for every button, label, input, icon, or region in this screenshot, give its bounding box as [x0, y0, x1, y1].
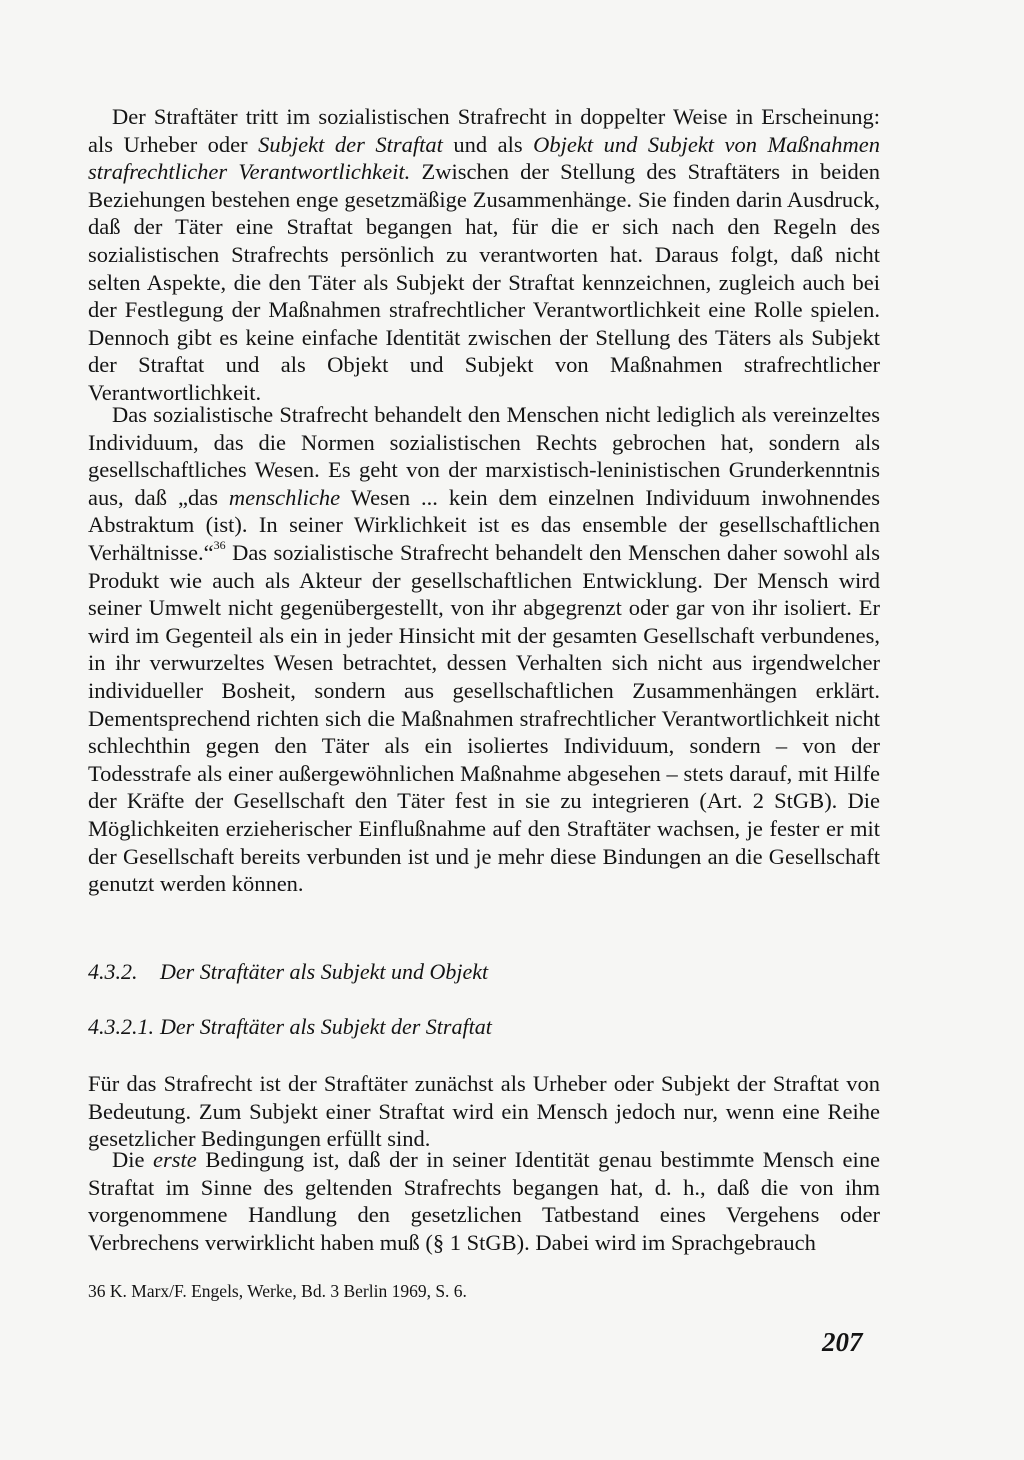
footnote-reference: 36	[213, 538, 226, 553]
paragraph-4-text-2: Bedingung ist, daß der in seiner Identität genau bestimmte Mensch eine Straftat im Sinne des geltenden Strafrechts begangen hat, d. h., daß die von ihm vorgenommene Handlung den gesetzlichen Tatbestand eines Vergehens oder Verbrechens verwirklicht haben muß (§ 1 StGB). Dabei wird im Sprachgebrauch	[88, 1147, 880, 1255]
paragraph-1-text-1: Der Straftäter tritt im sozialistischen Strafrecht in doppelter Weise in Erscheinung: als Urheber oder	[88, 104, 880, 157]
subsection-heading	[88, 1013, 492, 1041]
section-number: 4.3.2.	[88, 959, 138, 984]
subsection-title: Der Straftäter als Subjekt der Straftat	[160, 1014, 492, 1039]
paragraph-1-text-3: Zwischen der Stellung des Straftäters in beiden Beziehungen bestehen enge gesetzmäßige Zusammenhänge. Sie finden darin Ausdruck, daß der Täter eine Straftat begangen hat, für die er sich nach den Regeln des sozialistischen Strafrechts persönlich zu verantworten hat. Daraus folgt, daß nicht selten Aspekte, die den Täter als Subjekt der Straftat kennzeichnen, zugleich auch bei der Festlegung der Maßnahmen strafrechtlicher Verantwortlichkeit eine Rolle spielen. Dennoch gibt es keine einfache Identität zwischen der Stellung des Täters als Subjekt der Straftat und als Objekt und Subjekt von Maßnahmen strafrechtlicher Verantwortlichkeit.	[88, 159, 880, 405]
section-title: Der Straftäter als Subjekt und Objekt	[160, 959, 489, 984]
paragraph-4-text-1: Die	[112, 1147, 154, 1172]
paragraph-3-text-1: Für das Strafrecht ist der Straftäter zunächst als Urheber oder Subjekt der Straftat von Bedeutung. Zum Subjekt einer Straftat wird ein Mensch jedoch nur, wenn eine Reihe gesetzlicher Bedingungen erfüllt sind.	[88, 1071, 880, 1152]
paragraph-2-text-2: Wesen ... kein dem einzelnen Individuum inwohnendes Abstraktum (ist). In seiner Wirklichkeit ist es das ensemble der gesellschaftlichen Verhältnisse.“	[88, 484, 880, 565]
paragraph-3	[88, 1070, 880, 1153]
paragraph-1-text-2: und als	[442, 131, 534, 157]
paragraph-4-italic-1: erste	[153, 1147, 197, 1172]
paragraph-2	[88, 401, 880, 898]
paragraph-2-text-1: Das sozialistische Strafrecht behandelt den Menschen nicht lediglich als vereinzeltes Individuum, das die Normen sozialistischen Rechts gebrochen hat, sondern als gesellschaftliches Wesen. Es geht von der marxistisch-leninistischen Grunderkenntnis aus, daß „das	[88, 402, 880, 510]
paragraph-2-text-3: Das sozialistische Strafrecht behandelt den Menschen daher sowohl als Produkt wie auch als Akteur der gesellschaftlichen Entwicklung. Der Mensch wird seiner Umwelt nicht gegenübergestellt, von ihr abgegrenzt oder gar von ihr isoliert. Er wird im Gegenteil als ein in jeder Hinsicht mit der gesamten Gesellschaft verbundenes, in ihr verwurzeltes Wesen betrachtet, dessen Verhalten sich nicht aus irgendwelcher individueller Bosheit, sondern aus gesellschaftlichen Zusammenhängen erklärt. Dementsprechend richten sich die Maßnahmen strafrechtlicher Verantwortlichkeit nicht schlechthin gegen den Täter als ein isoliertes Individuum, sondern – von der Todesstrafe als einer außergewöhnlichen Maßnahme abgesehen – stets darauf, mit Hilfe der Kräfte der Gesellschaft den Täter fest in sie zu integrieren (Art. 2 StGB). Die Möglichkeiten erzieherischer Einflußnahme auf den Straftäter wachsen, je fester er mit der Gesellschaft bereits verbunden ist und je mehr diese Bindungen an die Gesellschaft genutzt werden können.	[88, 539, 880, 897]
paragraph-4	[88, 1146, 880, 1256]
page-number: 207	[822, 1327, 863, 1357]
footnote: 36 K. Marx/F. Engels, Werke, Bd. 3 Berlin 1969, S. 6.	[88, 1281, 467, 1301]
paragraph-1	[88, 103, 880, 407]
paragraph-2-italic-1: menschliche	[228, 484, 341, 510]
paragraph-1-italic-2: Objekt und Subjekt von Maßnahmen strafrechtlicher Verantwortlichkeit.	[88, 131, 881, 185]
section-heading	[88, 958, 488, 986]
paragraph-1-italic-1: Subjekt der Straftat	[258, 131, 443, 157]
subsection-number: 4.3.2.1.	[88, 1014, 154, 1039]
